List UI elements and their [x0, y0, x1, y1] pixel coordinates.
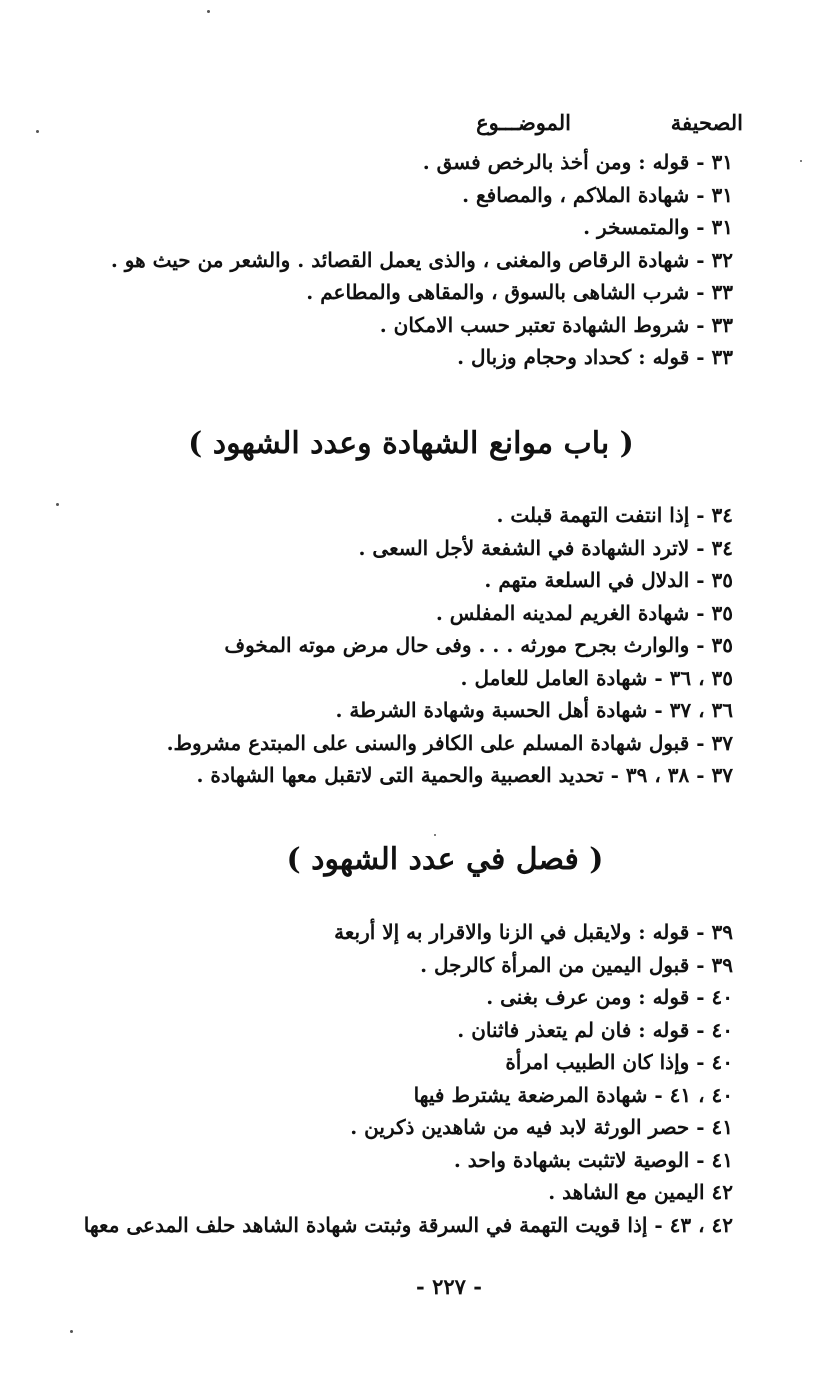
index-entry: ٣١ - شهادة الملاكم ، والمصافع . [462, 182, 733, 207]
index-entry: ٣١ - قوله : ومن أخذ بالرخص فسق . [422, 150, 733, 174]
scan-speck [70, 1330, 73, 1333]
section-heading-chapter: ( باب موانع الشهادة وعدد الشهود ) [188, 426, 634, 461]
index-entry: ٣٩ - قوله : ولايقبل في الزنا والاقرار به إلا أربعة [334, 920, 733, 944]
index-entry: ٣٩ - قبول اليمين من المرأة كالرجل . [420, 952, 733, 977]
index-list-section-2 [13, 499, 733, 792]
index-entry: ٣٥ - والوارث بجرح مورثه . . . وفى حال مرض موته المخوف [224, 633, 733, 657]
scan-speck [56, 503, 59, 506]
index-entry: ٣٧ - ٣٨ ، ٣٩ - تحديد العصبية والحمية التى لاتقبل معها الشهادة . [196, 763, 733, 787]
index-entry: ٤٠ - قوله : ومن عرف بغنى . [486, 985, 733, 1009]
index-entry: ٣١ - والمتمسخر . [583, 215, 733, 239]
index-entry: ٣٥ - الدلال في السلعة متهم . [484, 568, 733, 592]
index-entry: ٤١ - حصر الورثة لابد فيه من شاهدين ذكرين . [350, 1115, 733, 1139]
index-entry: ٣٢ - شهادة الرقاص والمغنى ، والذى يعمل القصائد . والشعر من حيث هو . [110, 247, 733, 272]
scan-speck [207, 10, 210, 13]
index-entry: ٤٠ - قوله : فان لم يتعذر فاثنان . [457, 1017, 733, 1042]
index-entry: ٤٢ اليمين مع الشاهد . [548, 1180, 733, 1204]
index-entry: ٣٧ - قبول شهادة المسلم على الكافر والسنى على المبتدع مشروط. [166, 730, 733, 755]
index-entry: ٤١ - الوصية لاتثبت بشهادة واحد . [453, 1147, 733, 1172]
index-list-section-3 [13, 916, 733, 1241]
page-column-heading: الصحيفة [670, 110, 743, 135]
scan-speck [36, 130, 39, 133]
index-list-section-1 [13, 146, 733, 374]
index-entry: ٣٥ ، ٣٦ - شهادة العامل للعامل . [460, 665, 733, 690]
topic-column-heading: الموضـــوع [476, 110, 571, 135]
index-entry: ٣٣ - شرب الشاهى بالسوق ، والمقاهى والمطاعم . [306, 280, 733, 304]
index-entry: ٣٤ - لاترد الشهادة في الشفعة لأجل السعى . [358, 535, 733, 560]
section-heading-subsection: ( فصل في عدد الشهود ) [286, 842, 604, 877]
scan-speck [434, 834, 436, 836]
index-entry: ٣٣ - شروط الشهادة تعتبر حسب الامكان . [379, 312, 733, 337]
page-number: - ٢٢٧ - [416, 1274, 482, 1299]
index-entry: ٣٤ - إذا انتفت التهمة قبلت . [496, 503, 733, 527]
index-entry: ٤٢ ، ٤٣ - إذا قويت التهمة في السرقة وثبتت شهادة الشاهد حلف المدعى معها [83, 1212, 733, 1237]
index-entry: ٤٠ - وإذا كان الطبيب امرأة [505, 1050, 733, 1074]
index-entry: ٣٣ - قوله : كحداد وحجام وزبال . [457, 345, 733, 369]
index-entry: ٣٥ - شهادة الغريم لمدينه المفلس . [435, 600, 733, 625]
scan-speck [800, 160, 802, 162]
index-entry: ٣٦ ، ٣٧ - شهادة أهل الحسبة وشهادة الشرطة . [335, 698, 733, 722]
column-header [343, 110, 743, 144]
index-entry: ٤٠ ، ٤١ - شهادة المرضعة يشترط فيها [413, 1082, 733, 1107]
